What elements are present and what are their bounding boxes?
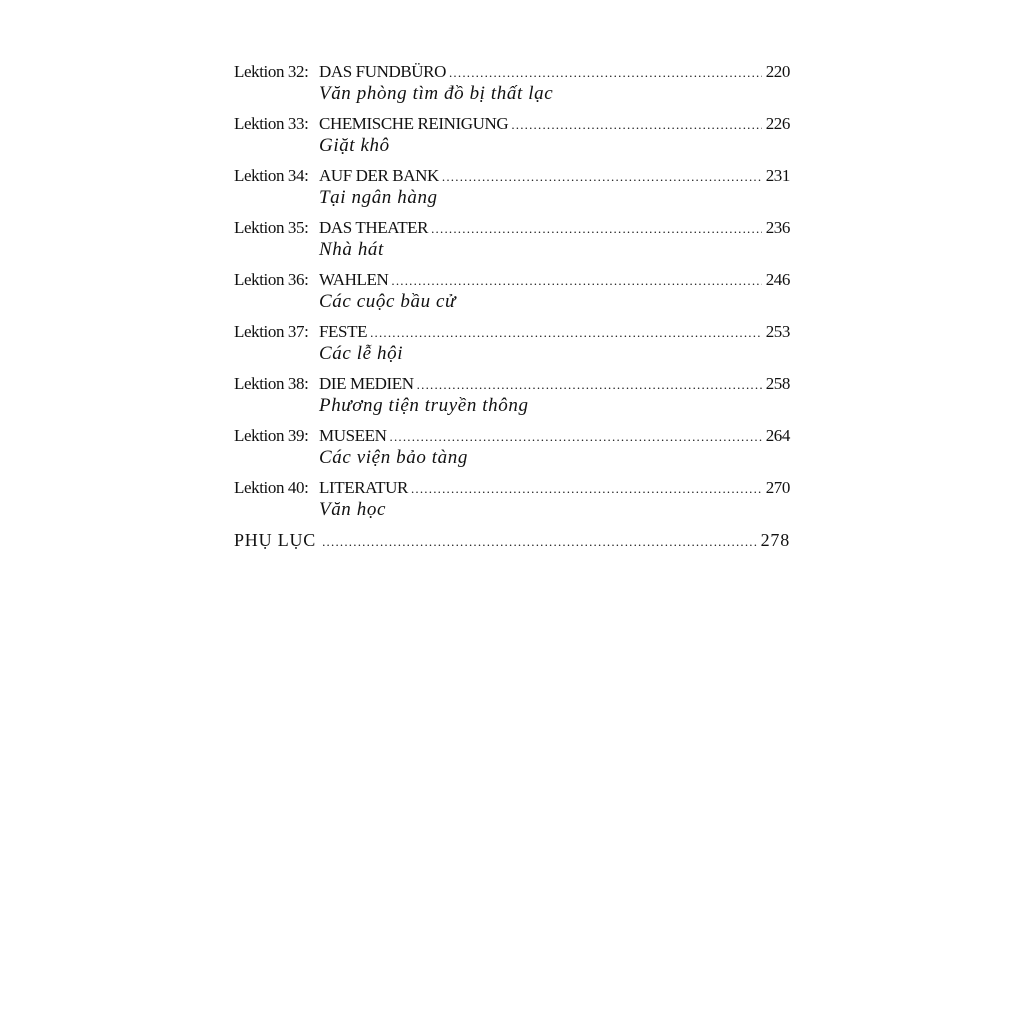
toc-entry-line: [234, 112, 790, 136]
toc-entry-line: [234, 164, 790, 188]
dot-leader: [322, 530, 756, 554]
lesson-title: DAS THEATER: [319, 218, 429, 237]
toc-entry-appendix[interactable]: [234, 528, 790, 580]
page-number: 253: [765, 322, 790, 341]
lesson-title: WAHLEN: [319, 270, 389, 289]
lesson-subtitle: Các cuộc bầu cử: [319, 291, 457, 312]
toc-entry-line: [234, 372, 790, 396]
toc-entry[interactable]: [234, 268, 790, 320]
toc-entry[interactable]: [234, 216, 790, 268]
dot-leader: [411, 477, 762, 501]
toc-entry-line: [234, 528, 790, 552]
page-number: 236: [765, 218, 790, 237]
lesson-subtitle: Nhà hát: [319, 239, 384, 260]
toc-entry[interactable]: [234, 112, 790, 164]
toc-entry-line: [234, 320, 790, 344]
lesson-number: Lektion 35:: [234, 218, 309, 237]
page-number: 226: [765, 114, 790, 133]
toc-entry[interactable]: [234, 372, 790, 424]
page-number: 270: [765, 478, 790, 497]
page-number: 264: [765, 426, 790, 445]
toc-entry[interactable]: [234, 60, 790, 112]
lesson-title: DIE MEDIEN: [319, 374, 414, 393]
dot-leader: [511, 113, 761, 137]
page-number: 278: [760, 530, 790, 550]
appendix-title: PHỤ LỤC: [234, 530, 317, 550]
page-number: 246: [765, 270, 790, 289]
toc-entry-line: [234, 60, 790, 84]
lesson-number: Lektion 40:: [234, 478, 309, 497]
lesson-number: Lektion 32:: [234, 62, 309, 81]
lesson-title: FESTE: [319, 322, 368, 341]
lesson-title: CHEMISCHE REINIGUNG: [319, 114, 509, 133]
lesson-number: Lektion 34:: [234, 166, 309, 185]
toc-entry-line: [234, 476, 790, 500]
lesson-title: LITERATUR: [319, 478, 408, 497]
toc-entry[interactable]: [234, 476, 790, 528]
lesson-title: MUSEEN: [319, 426, 387, 445]
page-number: 220: [765, 62, 790, 81]
lesson-subtitle: Văn phòng tìm đồ bị thất lạc: [319, 83, 554, 104]
lesson-subtitle: Giặt khô: [319, 135, 390, 156]
lesson-subtitle: Phương tiện truyền thông: [319, 395, 529, 416]
toc-entry[interactable]: [234, 164, 790, 216]
lesson-subtitle: Văn học: [319, 499, 386, 520]
toc-entry-line: [234, 424, 790, 448]
page-number: 231: [765, 166, 790, 185]
lesson-subtitle: Các viện bảo tàng: [319, 447, 468, 468]
lesson-subtitle: Các lễ hội: [319, 343, 404, 364]
table-of-contents: [234, 60, 790, 580]
lesson-title: DAS FUNDBÜRO: [319, 62, 446, 81]
lesson-number: Lektion 36:: [234, 270, 309, 289]
lesson-number: Lektion 38:: [234, 374, 309, 393]
dot-leader: [370, 321, 762, 345]
lesson-number: Lektion 37:: [234, 322, 309, 341]
lesson-subtitle: Tại ngân hàng: [319, 187, 438, 208]
dot-leader: [431, 217, 762, 241]
toc-entry[interactable]: [234, 320, 790, 372]
lesson-number: Lektion 39:: [234, 426, 309, 445]
dot-leader: [442, 165, 762, 189]
toc-entry-line: [234, 268, 790, 292]
lesson-number: Lektion 33:: [234, 114, 309, 133]
toc-entry-line: [234, 216, 790, 240]
lesson-title: AUF DER BANK: [319, 166, 439, 185]
page-number: 258: [765, 374, 790, 393]
toc-entry[interactable]: [234, 424, 790, 476]
